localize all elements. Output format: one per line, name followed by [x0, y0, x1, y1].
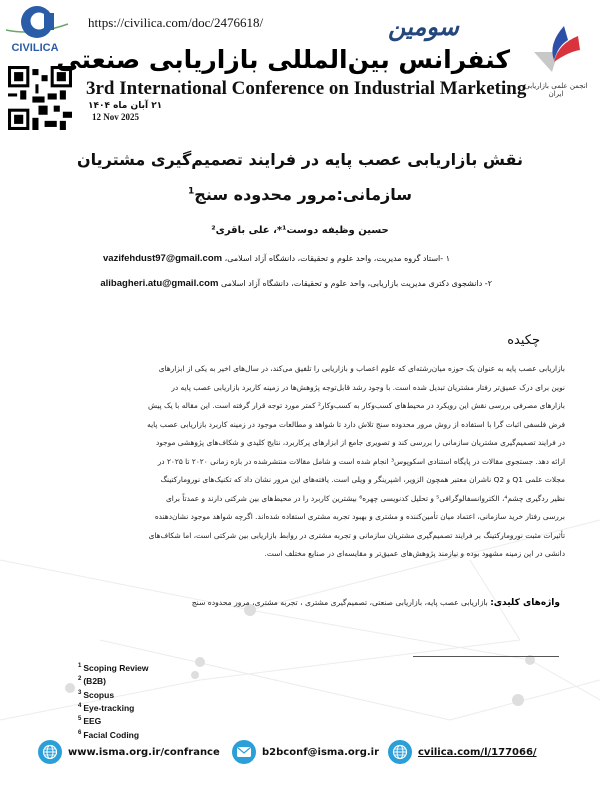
affiliation-1-text: ۱ -استاد گروه مدیریت، واحد علوم و تحقیقات، دانشگاه آزاد اسلامی، [224, 254, 450, 263]
footnote-item [78, 728, 149, 741]
footnote-number: 4 [78, 702, 82, 709]
footnote-number: 6 [78, 729, 82, 736]
footnotes [78, 661, 149, 741]
footer-website-text[interactable]: www.isma.org.ir/confrance [68, 746, 220, 758]
footnote-number: 3 [78, 689, 82, 696]
envelope-icon [232, 740, 256, 764]
abstract-line: نظیر ردگیری چشم⁴، الکتروانسفالوگرافی⁵ و تحلیل کدنویسی چهره⁶ بیشترین کاربرد را در محیط‌های بین شرکتی دارند و عمدتاً برای [165, 493, 565, 503]
civilica-logo-text: CIVILICA [11, 42, 59, 54]
conference-title-en: 3rd International Conference on Industrial Marketing [86, 78, 527, 99]
conference-ordinal-fa: سومین [388, 12, 459, 41]
keywords [192, 598, 560, 608]
abstract-line: نوین برای درک عمیق‌تر رفتار مشتریان تبدیل شده است. با وجود رشد قابل‌توجه پژوهش‌ها در زمینه کاربرد بازاریابی عصب پایه در [171, 382, 565, 392]
footnote-item [78, 661, 149, 674]
keywords-text: بازاریابی عصب پایه، بازاریابی صنعتی، تصمیم‌گیری مشتری ، تجربه مشتری، مرور محدوده سنج [191, 598, 488, 607]
abstract-line: بررسی رفتار خرید سازمانی، اعتماد میان تأمین‌کننده و مشتری و بهبود تجربه مشتری استفاده شده‌اند. اگرچه شواهد موجود نشان‌دهنده [154, 512, 565, 521]
footer-email[interactable] [232, 740, 379, 764]
abstract-line: بازارهای مصرفی بررسی نقش این رویکرد در محیط‌های کسب‌وکار به کسب‌وکار² کمتر مورد توجه قرار گرفته است. این مقاله با یک پیش [147, 401, 565, 410]
footnote-item [78, 674, 149, 687]
footnote-item [78, 701, 149, 714]
conference-date-en: 12 Nov 2025 [92, 112, 139, 122]
keywords-label: واژه‌های کلیدی: [490, 598, 560, 608]
affiliation-2-email[interactable]: alibagheri.atu@gmail.com [100, 278, 219, 289]
globe-icon [38, 740, 62, 764]
footnote-text: Scoping Review [83, 662, 149, 673]
abstract-line: تأثیرات مثبت نورومارکتینگ بر فرایند تصمیم‌گیری مشتریان سازمانی و تجربه مشتری در روابط بازاریابی بین شرکتی است، اما شکاف‌های [148, 530, 565, 540]
abstract-heading: چکیده [507, 333, 540, 348]
society-name: انجمن علمی بازاریابی ایران [524, 82, 588, 98]
paper-title-line-2-text: سازمانی:مرور محدوده سنج [194, 185, 412, 204]
conference-title-fa: کنفرانس بین‌المللی بازاریابی صنعتی [56, 45, 510, 74]
abstract-line: در فرایند تصمیم‌گیری مشتریان سازمانی را بررسی کند و تصویری جامع از ابزارهای پرکاربرد، نتایج کلیدی و شکاف‌های پژوهشی موجود [155, 438, 565, 447]
footnote-number: 1 [78, 663, 82, 669]
society-logo-icon [528, 22, 580, 74]
paper-title-line-1: نقش بازاریابی عصب پایه در فرایند تصمیم‌گیری مشتریان [76, 150, 524, 169]
footnote-divider [413, 656, 559, 657]
footer-civilica-link[interactable] [388, 740, 537, 764]
footnote-number: 5 [78, 716, 82, 723]
affiliation-2 [100, 278, 492, 289]
footer-website[interactable] [38, 740, 220, 764]
affiliation-2-text: ۲- دانشجوی دکتری مدیریت بازاریابی، واحد علوم و تحقیقات، دانشگاه آزاد اسلامی [220, 279, 492, 288]
abstract-line: بازاریابی عصب پایه به عنوان یک حوزه میان‌رشته‌ای که علوم اعصاب و بازاریابی را تلفیق می‌کند، در سال‌های اخیر به یکی از ابزارهای [158, 364, 565, 373]
source-url[interactable]: https://civilica.com/doc/2476618/ [88, 15, 264, 30]
abstract-line: مجلات علمی Q1 و Q2 ناشران معتبر همچون الزویر، اشپرینگر و ویلی است. یافته‌های این مرور نشان داد که تکنیک‌های نورومارکتینگ [160, 475, 565, 484]
globe-icon [388, 740, 412, 764]
affiliation-1-email[interactable]: vazifehdust97@gmail.com [103, 253, 223, 264]
paper-title-line-2 [60, 185, 540, 204]
footnote-text: Eye-tracking [83, 702, 135, 713]
footnote-item [78, 714, 149, 727]
footnote-text: Facial Coding [83, 729, 140, 740]
paper-authors: حسین وظیفه دوست¹*، علی باقری² [211, 225, 389, 236]
conference-date-fa: ۲۱ آبان ماه ۱۴۰۴ [88, 101, 163, 111]
title-footnote-mark: 1 [188, 186, 195, 197]
footnote-text: (B2B) [83, 676, 107, 687]
abstract-line: فرض فلسفی اثبات گرا با استفاده از روش مرور محدوده سنج تلاش دارد تا شواهد و مطالعات موجود در زمینه کاربرد بازاریابی عصب پایه [147, 419, 565, 429]
abstract-line: دانشی در این زمینه مشهود بوده و نیازمند پژوهش‌های عمیق‌تر و مقایسه‌ای در صنایع مختلف است. [264, 549, 565, 558]
abstract-line: ارائه دهد. جستجوی مقالات در پایگاه استنادی اسکوپوس³ انجام شده است و شامل مقالات منتشرشده در بازه زمانی ۲۰۲۰ تا ۲۰۲۵ در [157, 456, 565, 466]
footnote-number: 2 [78, 676, 82, 683]
affiliation-1 [103, 253, 450, 264]
abstract-body [40, 360, 565, 564]
footer-email-text[interactable]: b2bconf@isma.org.ir [262, 746, 380, 758]
footer-civilica-link-text[interactable]: cvilica.com/l/177066/ [418, 746, 537, 758]
footnote-text: Scopus [83, 689, 115, 700]
footnote-text: EEG [83, 716, 102, 727]
civilica-logo-icon [4, 4, 70, 42]
footnote-item [78, 688, 149, 701]
